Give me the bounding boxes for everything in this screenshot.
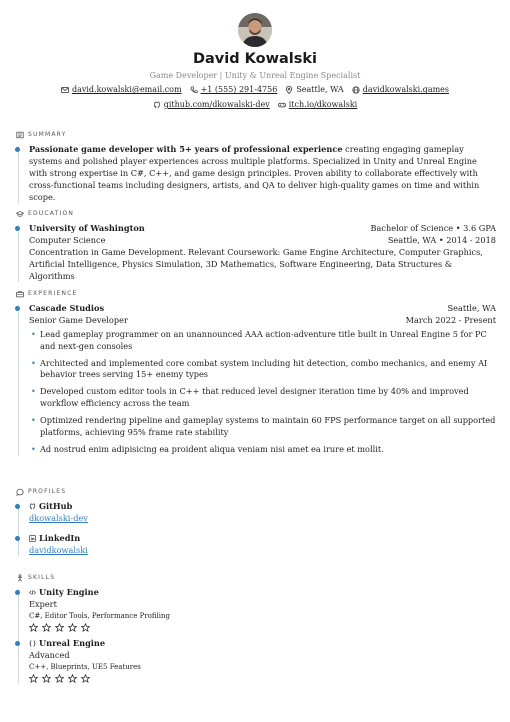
star-icon bbox=[29, 674, 38, 683]
star-icon bbox=[55, 674, 64, 683]
code-icon bbox=[29, 589, 36, 596]
section-heading-skills: SKILLS bbox=[28, 573, 56, 581]
experience-item bbox=[29, 303, 496, 456]
experience-section bbox=[16, 289, 496, 461]
profile-photo bbox=[238, 13, 272, 47]
education-location-dates: Seattle, WA • 2014 - 2018 bbox=[387, 234, 496, 245]
person-icon bbox=[16, 574, 24, 582]
github-link[interactable]: github.com/dkowalski-dev bbox=[153, 99, 270, 111]
skill-level: Expert bbox=[29, 598, 57, 609]
mail-icon bbox=[61, 86, 69, 94]
experience-bullets bbox=[29, 329, 496, 456]
field-of-study: Computer Science bbox=[29, 234, 106, 245]
summary-item bbox=[29, 144, 496, 203]
phone-icon bbox=[190, 86, 198, 94]
list-item: • Ad nostrud enim adipisicing ea proident aliqua veniam nisi amet ea irure et mollit. bbox=[29, 444, 496, 456]
timeline-dot bbox=[15, 536, 20, 541]
chat-icon bbox=[16, 488, 24, 496]
section-heading-profiles: PROFILES bbox=[28, 487, 67, 495]
company-location: Seattle, WA bbox=[447, 303, 496, 313]
profile-username-link[interactable]: dkowalski-dev bbox=[29, 512, 88, 523]
resume-header bbox=[0, 0, 510, 111]
profile-username-link[interactable]: davidkowalski bbox=[29, 544, 88, 555]
star-icon bbox=[55, 623, 64, 632]
star-icon bbox=[81, 674, 90, 683]
profile-item-github bbox=[29, 501, 496, 525]
skill-rating bbox=[29, 674, 496, 683]
website-link[interactable]: davidkowalski.games bbox=[352, 84, 449, 96]
list-item: • Lead gameplay programmer on an unannounced AAA action-adventure title built in Unreal Engine 5 for PC and next-gen consoles bbox=[29, 329, 496, 353]
education-item bbox=[29, 223, 496, 282]
timeline-dot bbox=[15, 226, 20, 231]
contact-row-1 bbox=[0, 84, 510, 96]
briefcase-icon bbox=[16, 290, 24, 298]
star-icon bbox=[42, 674, 51, 683]
graduation-cap-icon bbox=[16, 210, 24, 218]
school-name: University of Washington bbox=[29, 223, 145, 233]
star-icon bbox=[29, 623, 38, 632]
profiles-section bbox=[16, 487, 496, 557]
skill-item-unreal bbox=[29, 638, 496, 683]
skills-section bbox=[16, 573, 496, 683]
education-details: Concentration in Game Development. Relevant Coursework: Game Engine Architecture, Computer Graphics, Artificial Intelligence, Physics Simulation, 3D Mathematics, Software Engineering, Data Structures & Algorithms bbox=[29, 246, 483, 281]
linkedin-icon bbox=[29, 535, 36, 542]
contact-row-2 bbox=[0, 99, 510, 111]
github-icon bbox=[29, 503, 36, 510]
star-icon bbox=[68, 674, 77, 683]
section-heading-experience: EXPERIENCE bbox=[28, 289, 78, 297]
email-link[interactable]: david.kowalski@email.com bbox=[61, 84, 182, 96]
section-heading-summary: SUMMARY bbox=[28, 130, 67, 138]
skill-level: Advanced bbox=[29, 649, 70, 660]
job-dates: March 2022 - Present bbox=[405, 314, 496, 325]
location-icon bbox=[285, 86, 293, 94]
itchio-link[interactable]: itch.io/dkowalski bbox=[278, 99, 358, 111]
star-icon bbox=[68, 623, 77, 632]
globe-icon bbox=[352, 86, 360, 94]
star-icon bbox=[81, 623, 90, 632]
github-icon bbox=[153, 101, 161, 109]
summary-icon bbox=[16, 131, 24, 139]
degree: Bachelor of Science • 3.6 GPA bbox=[370, 223, 496, 233]
timeline-dot bbox=[15, 641, 20, 646]
phone-link[interactable]: +1 (555) 291-4756 bbox=[190, 84, 278, 96]
company-name: Cascade Studios bbox=[29, 303, 105, 313]
profile-network: LinkedIn bbox=[39, 532, 81, 543]
list-item: • Architected and implemented core combat system including hit detection, combo mechanics, and enemy AI behavior trees serving 15+ enemy types bbox=[29, 358, 496, 382]
skill-keywords: C#, Editor Tools, Performance Profiling bbox=[29, 611, 170, 620]
skill-name: Unreal Engine bbox=[39, 637, 106, 648]
list-item: • Developed custom editor tools in C++ that reduced level designer iteration time by 40% and improved workflow efficiency across the team bbox=[29, 386, 496, 410]
skill-item-unity bbox=[29, 587, 496, 632]
list-item: • Optimized rendering pipeline and gameplay systems to maintain 60 FPS performance target on all supported platforms, achieving 95% frame rate stability bbox=[29, 415, 496, 439]
profile-network: GitHub bbox=[39, 501, 73, 511]
skill-keywords: C++, Blueprints, UE5 Features bbox=[29, 662, 141, 671]
gamepad-icon bbox=[278, 101, 286, 109]
timeline-dot bbox=[15, 306, 20, 311]
section-heading-education: EDUCATION bbox=[28, 209, 75, 217]
candidate-name: David Kowalski bbox=[192, 51, 317, 67]
location-text: Seattle, WA bbox=[285, 84, 343, 96]
timeline-dot bbox=[15, 504, 20, 509]
profile-item-linkedin bbox=[29, 533, 496, 557]
timeline-dot bbox=[15, 590, 20, 595]
skill-rating bbox=[29, 623, 496, 632]
education-section bbox=[16, 209, 496, 282]
timeline-dot bbox=[15, 147, 20, 152]
star-icon bbox=[42, 623, 51, 632]
headline: Game Developer | Unity & Unreal Engine Specialist bbox=[149, 70, 361, 80]
summary-text: Passionate game developer with 5+ years of professional experience creating engaging gameplay systems and polished player experiences across multiple platforms. Specialized in Unity and Unreal Engine with strong expertise in C#, C++, and game design principles. Proven ability to collaborate effectively with cross-functional teams including designers, artists, and QA to deliver high-quality games on time and within scope. bbox=[29, 144, 480, 202]
skill-name: Unity Engine bbox=[39, 587, 99, 597]
job-title: Senior Game Developer bbox=[29, 314, 128, 325]
summary-section bbox=[16, 130, 496, 203]
braces-icon bbox=[29, 640, 36, 647]
